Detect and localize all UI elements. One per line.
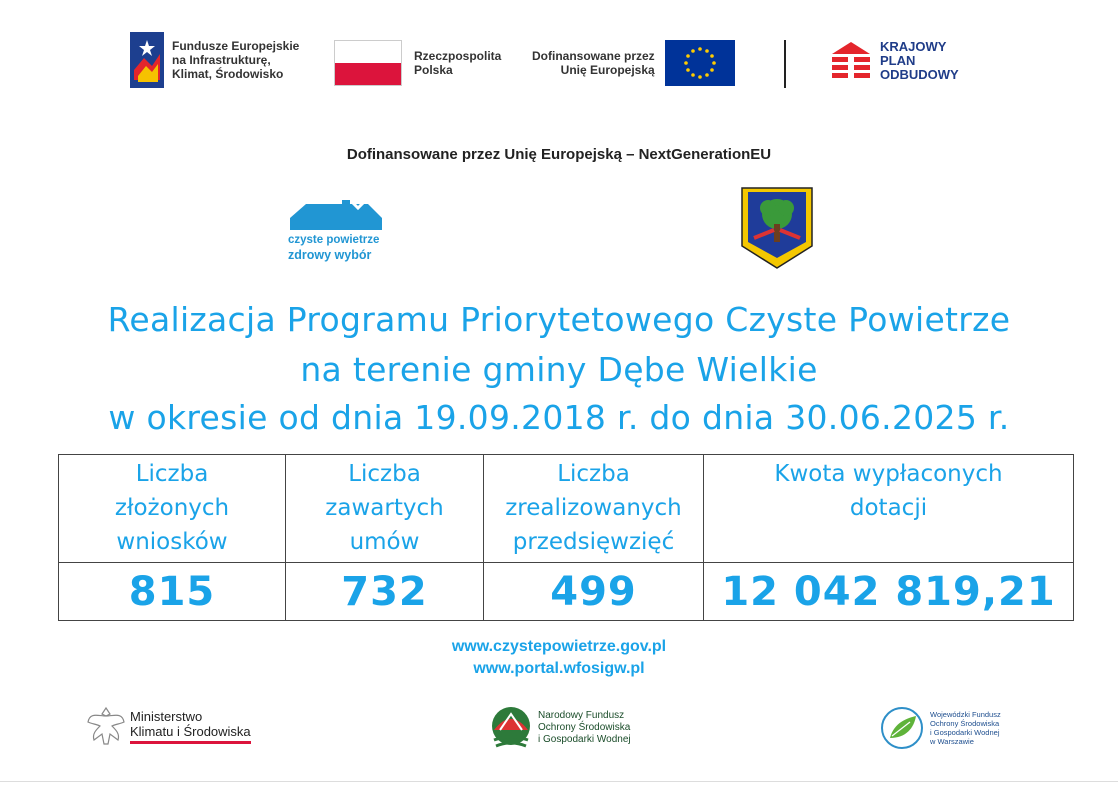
logo-bar — [130, 32, 990, 92]
header-paid-subsidies — [704, 455, 1074, 563]
wf-line-3: i Gospodarki Wodnej — [930, 728, 1000, 737]
header-text: zawartych — [325, 495, 444, 521]
header-text: wniosków — [116, 529, 228, 555]
kpo-line-1: KRAJOWY — [880, 39, 947, 54]
header-text: zrealizowanych — [505, 495, 682, 521]
polish-eagle-icon — [86, 704, 126, 748]
value-paid-subsidies: 12 042 819,21 — [704, 563, 1074, 621]
rp-line-1: Rzeczpospolita — [414, 49, 502, 63]
polish-flag-icon — [334, 40, 402, 86]
wfosigw-logo — [880, 706, 1001, 750]
nfosigw-icon — [490, 706, 532, 750]
value-completed-projects: 499 — [484, 563, 704, 621]
title-line-3: w okresie od dnia 19.09.2018 r. do dnia 30.06.2025 r. — [108, 398, 1010, 437]
value-concluded-contracts: 732 — [286, 563, 484, 621]
eu-line-1: Dofinansowane przez — [532, 49, 655, 63]
coat-of-arms-icon — [740, 186, 814, 270]
header-text: złożonych — [114, 495, 230, 521]
nfosigw-logo — [490, 706, 631, 750]
header-submitted-applications — [59, 455, 286, 563]
czyste-powietrze-logo — [288, 196, 384, 272]
eu-logo — [532, 40, 735, 86]
fe-line-1: Fundusze Europejskie — [172, 39, 300, 53]
rzeczpospolita-logo — [334, 40, 501, 86]
nf-line-2: Ochrony Środowiska — [538, 722, 631, 733]
bottom-border — [0, 781, 1118, 782]
house-roof-icon — [288, 196, 384, 232]
fundusze-europejskie-icon — [130, 32, 164, 88]
header-text: umów — [349, 529, 420, 555]
header-text: dotacji — [849, 495, 928, 521]
nextgeneu-caption: Dofinansowane przez Unię Europejską – NextGenerationEU — [346, 146, 772, 163]
nf-line-3: i Gospodarki Wodnej — [538, 734, 631, 745]
header-text: Kwota wypłaconych — [774, 461, 1003, 487]
link-czystepowietrze[interactable]: www.czystepowietrze.gov.pl — [451, 638, 667, 655]
eu-line-2: Unię Europejską — [560, 63, 655, 77]
mkis-line-1: Ministerstwo — [130, 708, 203, 724]
title-line-1: Realizacja Programu Priorytetowego Czyste Powietrze — [107, 300, 1011, 339]
kpo-icon — [830, 40, 872, 82]
fe-line-3: Klimat, Środowisko — [172, 67, 284, 81]
leaf-circle-icon — [880, 706, 924, 750]
eu-flag-icon — [665, 40, 735, 86]
wf-line-2: Ochrony Środowiska — [930, 719, 1000, 728]
wf-line-1: Wojewódzki Fundusz — [930, 710, 1001, 719]
wf-line-4: w Warszawie — [930, 737, 974, 746]
header-text: przedsięwzięć — [512, 529, 675, 555]
nf-line-1: Narodowy Fundusz — [538, 710, 625, 721]
cp-logo-line-2: zdrowy wybór — [288, 248, 372, 262]
table-values-row — [59, 563, 1074, 621]
kpo-line-3: ODBUDOWY — [880, 67, 959, 82]
header-text: Liczba — [135, 461, 209, 487]
header-concluded-contracts — [286, 455, 484, 563]
header-text: Liczba — [348, 461, 421, 487]
table-header-row — [59, 455, 1074, 563]
statistics-table — [58, 454, 1074, 621]
cp-logo-line-1: czyste powietrze — [288, 234, 380, 246]
mkis-line-2: Klimatu i Środowiska — [130, 723, 251, 739]
title-line-2: na terenie gminy Dębe Wielkie — [300, 350, 818, 389]
logo-divider — [784, 40, 786, 88]
header-completed-projects — [484, 455, 704, 563]
link-wfosigw[interactable]: www.portal.wfosigw.pl — [473, 660, 645, 677]
fe-line-2: na Infrastrukturę, — [172, 53, 271, 67]
rp-line-2: Polska — [414, 63, 453, 77]
kpo-line-2: PLAN — [880, 53, 916, 68]
value-submitted-applications: 815 — [59, 563, 286, 621]
fundusze-europejskie-logo — [130, 32, 299, 88]
header-text: Liczba — [557, 461, 630, 487]
ministry-climate-logo — [86, 704, 251, 748]
krajowy-plan-odbudowy-logo — [830, 40, 959, 82]
